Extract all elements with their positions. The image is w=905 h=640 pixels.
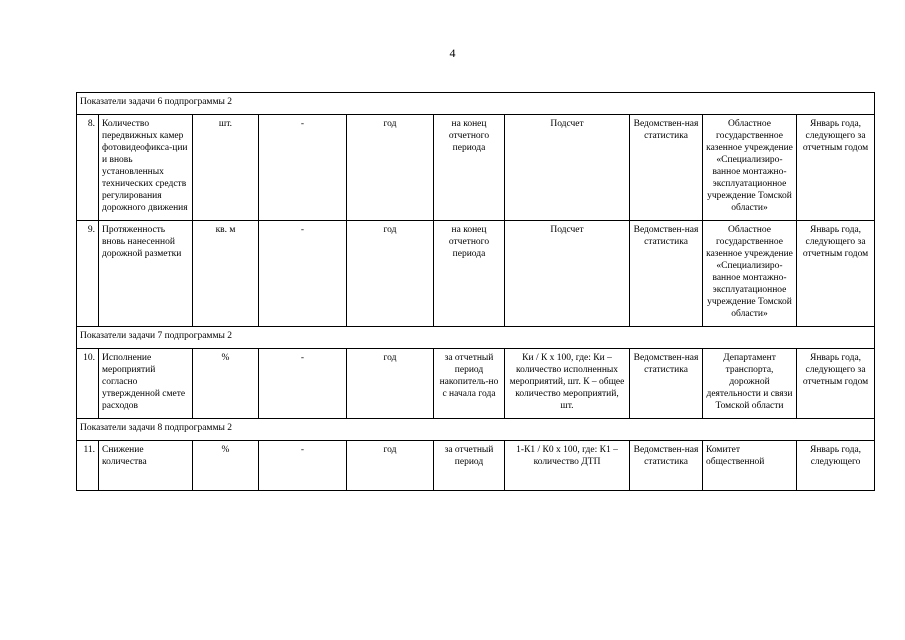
responsible-cell: Департамент транспорта, дорожной деятельности и связи Томской области bbox=[703, 349, 797, 419]
row-number: 8. bbox=[77, 115, 99, 221]
section-header-row bbox=[77, 327, 875, 349]
source-cell: Ведомствен-ная статистика bbox=[630, 221, 703, 327]
column-3-cell: - bbox=[259, 221, 347, 327]
deadline-cell: Январь года, следующего bbox=[797, 441, 875, 491]
period-cell: год bbox=[347, 441, 434, 491]
indicators-table bbox=[76, 92, 875, 491]
row-number: 11. bbox=[77, 441, 99, 491]
table-row bbox=[77, 441, 875, 491]
deadline-cell: Январь года, следующего за отчетным годом bbox=[797, 349, 875, 419]
column-3-cell: - bbox=[259, 349, 347, 419]
source-cell: Ведомствен-ная статистика bbox=[630, 349, 703, 419]
unit-cell: кв. м bbox=[193, 221, 259, 327]
unit-cell: % bbox=[193, 441, 259, 491]
method-cell: 1-К1 / К0 х 100, где: К1 – количество ДТП bbox=[505, 441, 630, 491]
column-3-cell: - bbox=[259, 441, 347, 491]
source-cell: Ведомствен-ная статистика bbox=[630, 115, 703, 221]
table-row bbox=[77, 349, 875, 419]
table-row bbox=[77, 221, 875, 327]
section-header-row bbox=[77, 419, 875, 441]
responsible-cell: Областное государственное казенное учреждение «Специализиро-ванное монтажно-эксплуатационное учреждение Томской области» bbox=[703, 115, 797, 221]
deadline-cell: Январь года, следующего за отчетным годом bbox=[797, 115, 875, 221]
responsible-cell: Комитет общественной bbox=[703, 441, 797, 491]
column-3-cell: - bbox=[259, 115, 347, 221]
method-cell: Подсчет bbox=[505, 221, 630, 327]
unit-cell: шт. bbox=[193, 115, 259, 221]
source-cell: Ведомствен-ная статистика bbox=[630, 441, 703, 491]
table-row bbox=[77, 115, 875, 221]
indicator-name: Снижение количества bbox=[99, 441, 193, 491]
row-number: 10. bbox=[77, 349, 99, 419]
indicator-name: Протяженность вновь нанесенной дорожной разметки bbox=[99, 221, 193, 327]
indicator-name: Количество передвижных камер фотовидеофикса-ции и вновь установленных технических средств регулирования дорожного движения bbox=[99, 115, 193, 221]
method-cell: Ки / К х 100, где: Ки – количество исполненных мероприятий, шт. К – общее количество мероприятий, шт. bbox=[505, 349, 630, 419]
method-cell: Подсчет bbox=[505, 115, 630, 221]
section-header-row bbox=[77, 93, 875, 115]
period-cell: год bbox=[347, 115, 434, 221]
period-cell: год bbox=[347, 221, 434, 327]
section-title: Показатели задачи 7 подпрограммы 2 bbox=[77, 327, 875, 349]
responsible-cell: Областное государственное казенное учреждение «Специализиро-ванное монтажно-эксплуатационное учреждение Томской области» bbox=[703, 221, 797, 327]
unit-cell: % bbox=[193, 349, 259, 419]
deadline-cell: Январь года, следующего за отчетным годом bbox=[797, 221, 875, 327]
page-number: 4 bbox=[449, 46, 456, 60]
timing-cell: на конец отчетного периода bbox=[434, 221, 505, 327]
timing-cell: за отчетный период накопитель-но с начала года bbox=[434, 349, 505, 419]
timing-cell: за отчетный период bbox=[434, 441, 505, 491]
row-number: 9. bbox=[77, 221, 99, 327]
period-cell: год bbox=[347, 349, 434, 419]
section-title: Показатели задачи 6 подпрограммы 2 bbox=[77, 93, 875, 115]
indicator-name: Исполнение мероприятий согласно утвержденной смете расходов bbox=[99, 349, 193, 419]
section-title: Показатели задачи 8 подпрограммы 2 bbox=[77, 419, 875, 441]
timing-cell: на конец отчетного периода bbox=[434, 115, 505, 221]
